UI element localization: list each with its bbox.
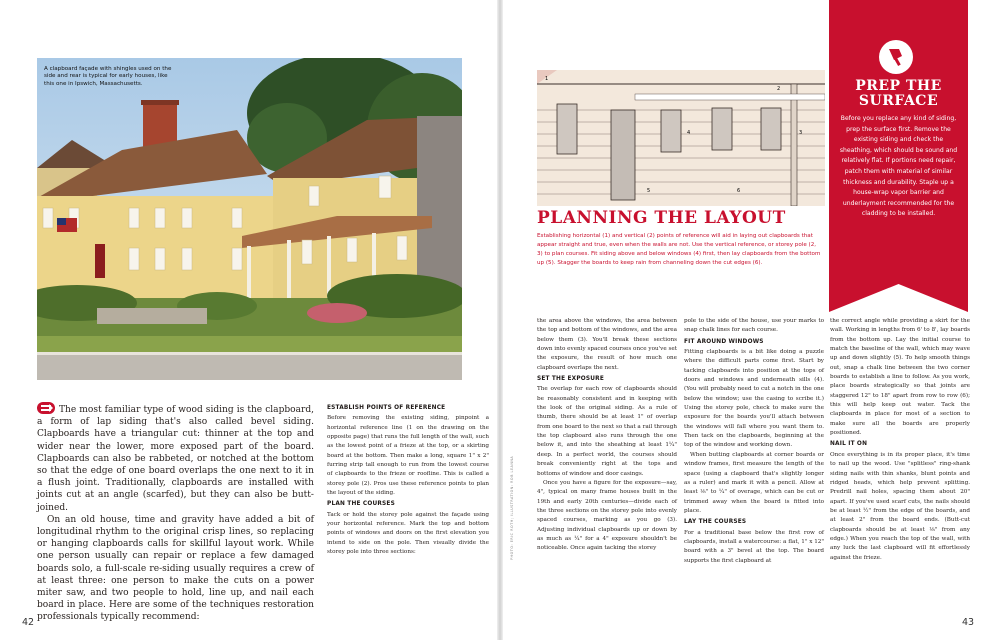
drawing-label-4: 4: [687, 130, 691, 136]
house-photo: [37, 58, 462, 380]
layout-caption: Establishing horizontal (1) and vertical (2) points of reference will aid in laying out clapboards that appear straight and true, even when the walls are not. Use the vertical reference, or storey pole (2, 3) to plan courses. Fit siding above and below windows (4) first, then lay clapboards from the bottom up (5). Stagger the boards to keep rain from channeling down the cut edges (6).: [537, 233, 821, 266]
paragraph: Once you have a figure for the exposure—say, 4", typical on many frame houses built in the 19th and early 20th centuries—divide each of the three sections on the storey pole into evenly spaced courses, marking as you go (3). Adjusting individual clapboards up or down by as much as ¼" for a 4" exposure shouldn't be noticeable. Once again tacking the storey: [537, 479, 677, 552]
paragraph: The overlap for each row of clapboards should be reasonably consistent and in keeping with the look of the original siding. As a rule of thumb, there should be at least 1" of overlap from one board to the next so that a rail through the top clapboard also runs through the one below it, and into the sheathing at least 1¼" deep. In a perfect world, the courses should break conveniently right at the tops and bottoms of window and door casings.: [537, 386, 677, 477]
prep-surface-sidebar: [829, 0, 968, 312]
lead-paragraph-2: On an old house, time and gravity have added a bit of longitudinal rhythm to the original crisp lines, so replacing or hanging clapboards calls for skillful layout work. While one person usually can repair or replace a few damaged boards solo, a full-scale re-siding usually requires a crew of at least three: one person to make the cuts on a power miter saw, and two people to hold, line up, and nail each board in place. Here are some of the techniques restoration professionals typically recommend:: [37, 514, 314, 623]
page-number-right: 43: [962, 617, 975, 628]
paragraph: For a traditional base below the first row of clapboards, install a watercourse: a flat, 1" x 12" board with a 3" bevel at the top. The board supports the first clapboard at: [684, 529, 824, 564]
drawing-label-6: 6: [737, 188, 741, 194]
arrow-icon: [37, 402, 55, 414]
trowel-icon: [879, 40, 913, 74]
heading-nail-it-on: NAIL IT ON: [830, 441, 868, 448]
drawing-label-3: 3: [799, 130, 803, 136]
heading-lay-courses: LAY THE COURSES: [684, 519, 747, 526]
paragraph: Fitting clapboards is a bit like doing a puzzle where the difficult parts come first. Start by tacking clapboards into position at the tops of doors and windows and underneath sills (4). (You will probably need to cut a notch in the one below the window; use the casing to scribe it.) Using the storey pole, check to make sure the exposure for the boards you'll attach between the windows will fall where you want them to. Then tack on the clapboards, beginning at the top of the window and working down.: [684, 349, 824, 449]
page-gutter: [497, 0, 503, 640]
heading-establish-points: ESTABLISH POINTS OF REFERENCE: [327, 405, 446, 411]
paragraph: Before removing the existing siding, pinpoint a horizontal reference line (1 on the drawing on the opposite page) that runs the full length of the wall, such as the lowest point of a frieze at the top, or a skirting board at the bottom. Then make a long, square 1" x 2" furring strip tall enough to run from the lowest course of clapboards to the frieze or roofline. This is called a storey pole (2). Pros use these reference points to plan the layout of the siding.: [327, 415, 489, 497]
column-3: [684, 317, 824, 566]
column-1: [327, 402, 489, 558]
sidebar-body: Before you replace any kind of siding, prep the surface first. Remove the existing siding and check the sheathing, which should be sound and relatively flat. If portions need repair, patch them with material of similar thickness and durability. Staple up a house-wrap vapor barrier and underlayment recommended for the cladding to be installed.: [839, 115, 958, 218]
heading-plan-courses: PLAN THE COURSES: [327, 501, 395, 508]
photo-caption: A clapboard façade with shingles used on the side and rear is typical for early houses, like this one in Ipswich, Massachusetts.: [44, 66, 172, 87]
paragraph: pole to the side of the house, use your marks to snap chalk lines for each course.: [684, 318, 824, 334]
paragraph: Tack or hold the storey pole against the façade using your horizontal reference. Mark the top and bottom points of windows and doors on the first elevation you intend to side on the pole. Then visually divide the storey pole into three sections:: [327, 511, 489, 556]
paragraph: the correct angle while providing a skirt for the wall. Working in lengths from 6' to 8', lay boards from the bottom up. Lay the initial course to match the baseline of the wall, which may wave up and down slightly (5). To help smooth things out, snap a chalk line between the two corner boards to establish a line to follow. As you work, place boards strategically so that joints are staggered 12" to 18" apart from row to row (6); this will help keep out water. Tack the clapboards in place for most of a section to make sure all the boards are properly positioned.: [830, 318, 970, 437]
drawing-label-5: 5: [647, 188, 651, 194]
sidebar-title: PREP THE SURFACE: [855, 78, 942, 109]
paragraph: When butting clapboards at corner boards or window frames, first measure the length of the space (using a clapboard that's slightly longer as a ruler) and mark it with a pencil. Allow at least ⅛" to ¼" of overage, which can be cut or trimmed away when the board is fitted into place.: [684, 451, 824, 514]
drawing-label-2: 2: [777, 86, 781, 92]
column-4: [830, 317, 970, 563]
heading-fit-windows: FIT AROUND WINDOWS: [684, 338, 764, 345]
paragraph: the area above the windows, the area between the top and bottom of the windows, and the area below them (3). You'll break these sections down into evenly spaced courses once you've set the exposure, the result of how much one clapboard overlaps the next.: [537, 318, 677, 371]
drawing-label-1: 1: [545, 76, 549, 82]
clapboard-layout-drawing: [537, 70, 825, 206]
photo-credit: PHOTO: ERIC ROTH; ILLUSTRATION: ROB LEANNA: [510, 455, 514, 560]
column-2: [537, 317, 677, 554]
lead-text: [37, 402, 314, 624]
page-number-left: 42: [22, 617, 35, 628]
heading-set-exposure: SET THE EXPOSURE: [537, 376, 605, 383]
layout-title: PLANNING THE LAYOUT: [537, 208, 786, 228]
paragraph: Once everything is in its proper place, it's time to nail up the wood. Use "splitless" ring-shank siding nails with thin shanks, blunt points and ridged heads, which help prevent splitting. Predrill nail holes, spacing them about 20" apart. If you've used scarf cuts, the nails should be at least ½" from the edge of the boards, and at least 2" from the board ends. (Butt-cut clapboards should be at least ⅛" from any edge.) When you reach the top of the wall, with any luck the last clapboard will fit effortlessly against the frieze.: [830, 451, 970, 561]
lead-paragraph-1: The most familiar type of wood siding is the clapboard, a form of lap siding that's also called bevel siding. Clapboards have a triangular cut: thinner at the top and wider near the lower, more exposed part of the board. Clapboards can also be rabbeted, or notched at the bottom so that the edge of one board overlaps the one next to it in a flush joint. Traditionally, clapboards are installed with joints cut at an angle (scarfed), but they can also be butt-joined.: [37, 402, 314, 514]
